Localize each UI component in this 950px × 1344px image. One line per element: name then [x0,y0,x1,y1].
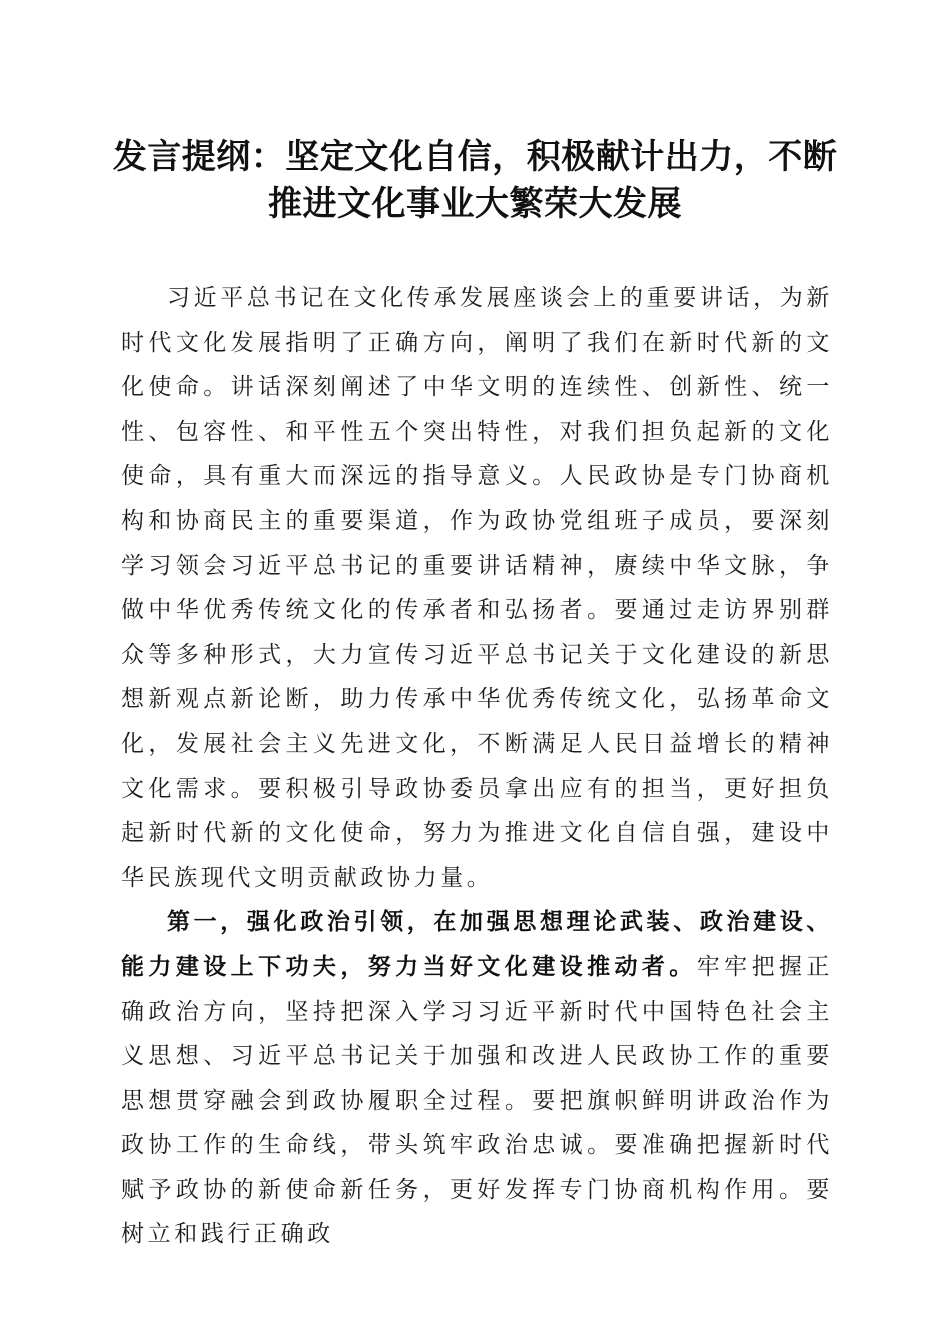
paragraph-intro [121,276,833,900]
paragraph-first-point [121,900,833,1257]
document-title: 发言提纲：坚定文化自信，积极献计出力，不断推进文化事业大繁荣大发展 [112,137,838,224]
document-body [121,276,833,1257]
paragraph-lead: 第一，强化政治引领，在加强思想理论武装、政治建设、能力建设上下功夫，努力当好文化建设推动者。 [121,908,833,980]
paragraph-text: 习近平总书记在文化传承发展座谈会上的重要讲话，为新时代文化发展指明了正确方向，阐明了我们在新时代新的文化使命。讲话深刻阐述了中华文明的连续性、创新性、统一性、包容性、和平性五个突出特性，对我们担负起新的文化使命，具有重大而深远的指导意义。人民政协是专门协商机构和协商民主的重要渠道，作为政协党组班子成员，要深刻学习领会习近平总书记的重要讲话精神，赓续中华文脉，争做中华优秀传统文化的传承者和弘扬者。要通过走访界别群众等多种形式，大力宣传习近平总书记关于文化建设的新思想新观点新论断，助力传承中华优秀传统文化，弘扬革命文化，发展社会主义先进文化，不断满足人民日益增长的精神文化需求。要积极引导政协委员拿出应有的担当，更好担负起新时代新的文化使命，努力为推进文化自信自强，建设中华民族现代文明贡献政协力量。 [121,285,833,891]
paragraph-text: 牢牢把握正确政治方向，坚持把深入学习习近平新时代中国特色社会主义思想、习近平总书记关于加强和改进人民政协工作的重要思想贯穿融会到政协履职全过程。要把旗帜鲜明讲政治作为政协工作的生命线，带头筑牢政治忠诚。要准确把握新时代赋予政协的新使命新任务，更好发挥专门协商机构作用。要树立和践行正确政 [121,953,833,1248]
